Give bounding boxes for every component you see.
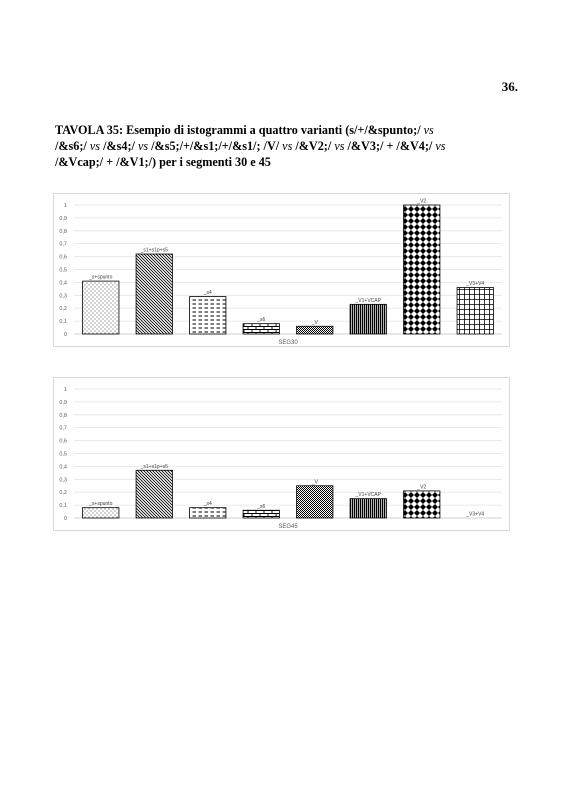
caption-vs: vs xyxy=(423,123,434,137)
y-tick-label: 1 xyxy=(63,203,67,209)
chart-seg45 xyxy=(53,377,510,531)
chart-seg45-svg xyxy=(54,378,509,530)
category-label: _V3+V4 xyxy=(466,511,485,518)
category-label: _s+spunto xyxy=(89,501,113,508)
y-tick-label: 0 xyxy=(63,516,67,522)
category-label: _V3+V4 xyxy=(466,281,485,288)
caption-part: /&V3;/ + /&V4;/ xyxy=(344,139,436,153)
category-label: _V xyxy=(311,479,318,486)
category-label: _s4 xyxy=(203,290,212,297)
bar-s-spunto xyxy=(83,281,119,334)
bar-v1-vcap xyxy=(350,304,386,334)
category-label: _s1+s1p+s5 xyxy=(140,247,168,254)
category-label: _s6 xyxy=(257,503,266,510)
bar-v1-vcap xyxy=(350,499,386,518)
bar-s6 xyxy=(243,324,279,334)
bar-v2 xyxy=(404,491,440,518)
chart-seg30 xyxy=(53,193,510,347)
y-tick-label: 0,6 xyxy=(59,254,67,261)
y-tick-label: 0,3 xyxy=(59,477,67,484)
caption-part: /&s6;/ xyxy=(55,139,90,153)
y-tick-label: 0,4 xyxy=(59,280,67,287)
bar-v2 xyxy=(404,205,440,334)
caption-vs: vs xyxy=(435,139,446,153)
y-tick-label: 0,9 xyxy=(59,399,67,406)
caption-vs: vs xyxy=(334,139,345,153)
y-tick-label: 0,7 xyxy=(59,241,67,248)
x-axis-label: SEG30 xyxy=(278,340,298,346)
bar-s-spunto xyxy=(83,508,119,518)
table-caption xyxy=(55,122,525,170)
y-tick-label: 0,2 xyxy=(59,306,67,313)
y-tick-label: 0,3 xyxy=(59,293,67,300)
category-label: _V xyxy=(311,319,318,326)
caption-part: /&s5;/+/&s1;/+/&s1/; /V/ xyxy=(148,139,283,153)
caption-part: TAVOLA 35: Esempio di istogrammi a quattro varianti (s/+/&spunto;/ xyxy=(55,123,424,137)
y-tick-label: 0,4 xyxy=(59,464,67,471)
y-tick-label: 0,6 xyxy=(59,438,67,445)
x-axis-label: SEG45 xyxy=(278,524,298,530)
caption-vs: vs xyxy=(137,139,149,153)
bar-v xyxy=(297,326,333,334)
bar-s4 xyxy=(190,508,226,518)
y-tick-label: 0,1 xyxy=(59,319,67,326)
category-label: _V1+VCAP xyxy=(355,492,381,499)
bar-s1-s1p-s5 xyxy=(136,254,172,334)
y-tick-label: 0,9 xyxy=(59,215,67,222)
category-label: _s1+s1p+s5 xyxy=(140,463,168,470)
chart-seg30-svg xyxy=(54,194,509,346)
bar-v3-v4 xyxy=(457,288,493,334)
bar-s6 xyxy=(243,510,279,518)
category-label: _V2 xyxy=(417,198,427,205)
y-tick-label: 0,7 xyxy=(59,425,67,432)
y-tick-label: 0,8 xyxy=(59,412,67,419)
caption-part: /&s4;/ xyxy=(100,139,138,153)
y-tick-label: 0,5 xyxy=(59,451,67,458)
y-tick-label: 0,5 xyxy=(59,267,67,274)
caption-vs: vs xyxy=(89,139,101,153)
y-tick-label: 0 xyxy=(63,332,67,338)
y-tick-label: 0,2 xyxy=(59,490,67,497)
caption-vs: vs xyxy=(282,139,293,153)
bar-s1-s1p-s5 xyxy=(136,470,172,518)
category-label: _V1+VCAP xyxy=(355,297,381,304)
bar-v xyxy=(297,486,333,518)
caption-part: /&Vcap;/ + /&V1;/) per i segmenti 30 e 45 xyxy=(55,155,271,169)
page-number: 36. xyxy=(501,79,518,94)
category-label: _s4 xyxy=(203,501,212,508)
y-tick-label: 0,1 xyxy=(59,503,67,510)
y-tick-label: 1 xyxy=(63,387,67,393)
y-tick-label: 0,8 xyxy=(59,228,67,235)
caption-part: /&V2;/ xyxy=(292,139,335,153)
bar-s4 xyxy=(190,297,226,334)
category-label: _s6 xyxy=(257,317,266,324)
category-label: _s+spunto xyxy=(89,274,113,281)
category-label: _V2 xyxy=(417,484,427,491)
